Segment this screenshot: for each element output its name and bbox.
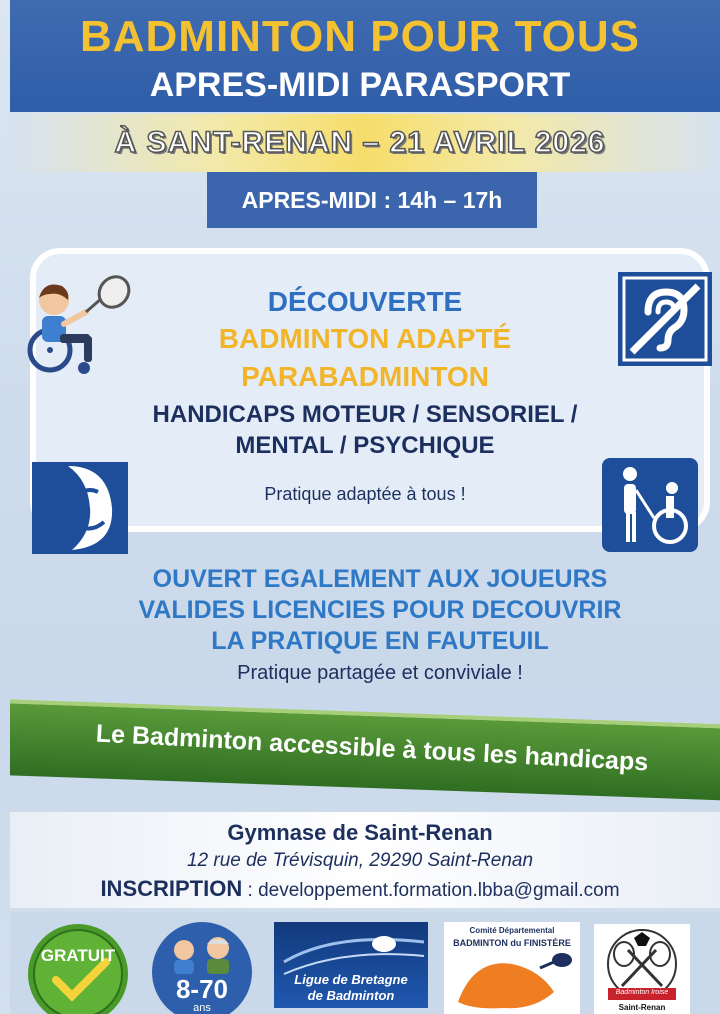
inscription-label: INSCRIPTION xyxy=(100,876,243,901)
comite-line-1: Comité Départemental xyxy=(469,926,555,935)
club-name: Badminton Iroise xyxy=(615,989,669,996)
visual-impairment-icon xyxy=(602,458,698,552)
ligue-line-2: de Badminton xyxy=(307,988,395,1003)
venue-address: 12 rue de Trévisquin, 29290 Saint-Renan xyxy=(186,850,534,871)
card-line-handicaps-1: HANDICAPS MOTEUR / SENSORIEL / xyxy=(152,401,578,428)
open-line-3: LA PRATIQUE EN FAUTEUIL xyxy=(211,627,549,655)
card-line-handicaps-2: MENTAL / PSYCHIQUE xyxy=(235,432,495,459)
page-title: BADMINTON POUR TOUS xyxy=(79,12,641,61)
card-line-pratique: Pratique adaptée à tous ! xyxy=(264,484,466,504)
venue-name: Gymnase de Saint-Renan xyxy=(227,820,493,845)
gratuit-label: GRATUIT xyxy=(40,946,116,965)
gratuit-badge xyxy=(26,922,130,1014)
ligue-line-1: Ligue de Bretagne xyxy=(294,972,408,987)
slogan-text: Le Badminton accessible à tous les handicaps xyxy=(95,719,649,777)
wheelchair-badminton-player-icon xyxy=(14,272,132,382)
open-line-pratique: Pratique partagée et conviviale ! xyxy=(237,662,523,684)
card-line-parabadminton: PARABADMINTON xyxy=(241,361,489,392)
open-line-2: VALIDES LICENCIES POUR DECOUVRIR xyxy=(138,596,622,624)
open-line-1: OUVERT EGALEMENT AUX JOUEURS xyxy=(152,565,608,593)
card-line-decouverte: DÉCOUVERTE xyxy=(267,286,463,317)
age-unit: ans xyxy=(193,1002,211,1014)
club-iroise-logo xyxy=(594,924,690,1014)
club-sub: Saint-Renan xyxy=(618,1003,666,1012)
comite-line-2: BADMINTON du FINISTÈRE xyxy=(453,938,571,948)
age-badge xyxy=(152,922,252,1014)
ligue-bretagne-logo xyxy=(274,922,428,1008)
inscription-line xyxy=(0,876,720,902)
event-time: APRES-MIDI : 14h – 17h xyxy=(207,172,537,228)
hearing-impairment-icon xyxy=(618,272,712,366)
inscription-email[interactable]: : developpement.formation.lbba@gmail.com xyxy=(242,880,620,901)
age-range: 8-70 xyxy=(175,974,229,1004)
event-date: À SANT-RENAN – 21 AVRIL 2026 xyxy=(114,126,606,159)
page-subtitle: APRES-MIDI PARASPORT xyxy=(149,66,571,104)
mental-disability-face-icon xyxy=(32,462,128,554)
card-line-adapte: BADMINTON ADAPTÉ xyxy=(218,323,512,354)
comite-finistere-logo xyxy=(444,922,580,1014)
